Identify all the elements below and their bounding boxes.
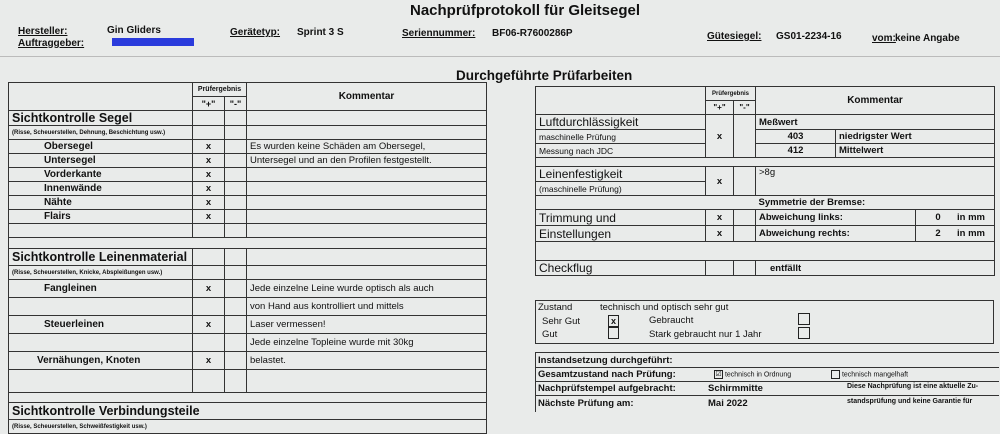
row-label: Nähte: [9, 196, 193, 210]
comment-cell: Jede einzelne Topleine wurde mit 30kg: [247, 334, 487, 352]
hersteller-value: Gin Gliders: [107, 25, 161, 36]
kommentar-header-right: Kommentar: [756, 87, 995, 115]
row-label: Obersegel: [9, 140, 193, 154]
mess1-value: 403: [756, 130, 836, 144]
comment-cell: Untersegel und an den Profilen festgestellt.: [247, 154, 487, 168]
result-cell: x: [193, 196, 225, 210]
pruefergebnis-header-right: Prüfergebnis: [706, 87, 756, 101]
guetesiegel-label: Gütesiegel:: [707, 31, 762, 42]
table-row: [9, 352, 487, 370]
unit-label: in mm: [957, 228, 985, 239]
gebraucht-label: Gebraucht: [649, 315, 694, 326]
luft-title: Luftdurchlässigkeit: [536, 115, 706, 130]
gesamt-box: [535, 352, 999, 412]
leinen-title: Sichtkontrolle Leinenmaterial: [9, 249, 193, 266]
stark-gebraucht-label: Stark gebraucht nur 1 Jahr: [649, 329, 762, 340]
symmetrie-label: Symmetrie der Bremse:: [756, 196, 995, 210]
seriennummer-label: Seriennummer:: [402, 28, 476, 39]
stark-gebraucht-checkbox[interactable]: [798, 327, 810, 339]
abw-rechts-label: Abweichung rechts:: [756, 226, 916, 242]
technisch-mangel-option[interactable]: [831, 370, 908, 379]
sehr-gut-label: Sehr Gut: [542, 316, 581, 327]
row-label: Vorderkante: [9, 168, 193, 182]
luft-sub1: maschinelle Prüfung: [536, 130, 706, 144]
zustand-label: Zustand: [538, 302, 573, 313]
naechste-value: Mai 2022: [708, 398, 748, 409]
comment-cell: [247, 210, 487, 224]
naechste-label: Nächste Prüfung am:: [538, 398, 634, 409]
right-table: [535, 86, 995, 276]
zustand-text: technisch und optisch sehr gut: [600, 302, 729, 313]
section-title: Durchgeführte Prüfarbeiten: [456, 68, 633, 83]
mess2-label: Mittelwert: [836, 144, 995, 158]
mess2-value: 412: [756, 144, 836, 158]
gut-label: Gut: [542, 329, 558, 340]
abw-links-label: Abweichung links:: [756, 210, 916, 226]
table-row: [9, 196, 487, 210]
zustand-box: [535, 300, 994, 344]
technisch-ok-checkbox[interactable]: ☑: [715, 371, 722, 378]
sehr-gut-checkbox[interactable]: x: [608, 315, 619, 327]
trimm-result-1: x: [706, 210, 734, 226]
table-row: [9, 334, 487, 352]
result-cell: x: [193, 140, 225, 154]
row-label: Untersegel: [9, 154, 193, 168]
gesamt-label: Gesamtzustand nach Prüfung:: [538, 369, 676, 380]
technisch-ok-label: technisch in Ordnung: [724, 371, 792, 379]
result-cell: x: [193, 210, 225, 224]
abw-rechts-row: [916, 226, 995, 242]
table-row: [9, 316, 487, 334]
mess1-label: niedrigster Wert: [836, 130, 995, 144]
luft-sub2: Messung nach JDC: [536, 144, 706, 158]
minus-header: "-": [225, 97, 247, 111]
redacted-auftraggeber: [112, 38, 194, 46]
unit-label: in mm: [957, 212, 985, 223]
gut-checkbox[interactable]: [608, 327, 619, 339]
plus-header-right: "+": [706, 101, 734, 115]
table-row: [9, 182, 487, 196]
comment-cell: belastet.: [247, 352, 487, 370]
comment-cell: von Hand aus kontrolliert und mittels: [247, 298, 487, 316]
comment-cell: Es wurden keine Schäden am Obersegel,: [247, 140, 487, 154]
result-cell: x: [193, 280, 225, 298]
instand-label: Instandsetzung durchgeführt:: [538, 355, 673, 366]
result-cell: x: [193, 316, 225, 334]
technisch-ok-option[interactable]: [714, 370, 791, 379]
verbindung-subtitle: (Risse, Scheuerstellen, Schweißfestigkeit usw.): [9, 420, 487, 434]
leinenfest-subtitle: (maschinelle Prüfung): [536, 182, 706, 196]
checkflug-comment: entfällt: [756, 261, 995, 276]
trimm-title-2: Einstellungen: [536, 226, 706, 242]
luft-result: x: [706, 115, 734, 158]
row-label: Flairs: [9, 210, 193, 224]
pruefergebnis-header: Prüfergebnis: [193, 83, 247, 97]
vom-value: keine Angabe: [895, 33, 960, 44]
comment-cell: Laser vermessen!: [247, 316, 487, 334]
minus-header-right: "-": [734, 101, 756, 115]
table-row: [9, 168, 487, 182]
leinenfest-title: Leinenfestigkeit: [536, 167, 706, 182]
verbindung-title: Sichtkontrolle Verbindungsteile: [9, 403, 487, 420]
technisch-mangel-label: technisch mangelhaft: [841, 371, 909, 379]
row-label: Fangleinen: [9, 280, 193, 298]
geraetetyp-label: Gerätetyp:: [230, 27, 281, 38]
abw-links-value: 0: [935, 212, 941, 223]
table-row: [9, 140, 487, 154]
result-cell: x: [193, 182, 225, 196]
leinenfest-comment: >8g: [756, 167, 995, 196]
kommentar-header: Kommentar: [247, 83, 487, 111]
table-row: [9, 210, 487, 224]
result-cell: [193, 334, 225, 352]
result-cell: [193, 298, 225, 316]
page-title: Nachprüfprotokoll für Gleitsegel: [410, 2, 641, 19]
leinen-subtitle: (Risse, Scheuerstellen, Knicke, Abspleißungen usw.): [9, 266, 193, 280]
checkflug-title: Checkflug: [536, 261, 706, 276]
left-table: [8, 82, 487, 434]
leinenfest-result: x: [706, 167, 734, 196]
seriennummer-value: BF06-R7600286P: [492, 28, 573, 39]
table-row: [9, 280, 487, 298]
guetesiegel-value: GS01-2234-16: [776, 31, 842, 42]
abw-links-row: [916, 210, 995, 226]
plus-header: "+": [193, 97, 225, 111]
gebraucht-checkbox[interactable]: [798, 313, 810, 325]
auftraggeber-label: Auftraggeber:: [18, 38, 85, 49]
table-row: [9, 298, 487, 316]
row-label: Innenwände: [9, 182, 193, 196]
result-cell: x: [193, 168, 225, 182]
messwert-label: Meßwert: [756, 115, 995, 130]
comment-cell: [247, 196, 487, 210]
row-label: [9, 334, 193, 352]
result-cell: x: [193, 352, 225, 370]
abw-rechts-value: 2: [935, 228, 941, 239]
segel-subtitle: (Risse, Scheuerstellen, Dehnung, Beschichtung usw.): [9, 126, 193, 140]
hersteller-label: Hersteller:: [18, 26, 68, 37]
vom-label: vom:: [872, 33, 896, 44]
row-label: Vernähungen, Knoten: [9, 352, 193, 370]
trimm-result-2: x: [706, 226, 734, 242]
header-divider: [0, 56, 1000, 57]
note-line-1: Diese Nachprüfung ist eine aktuelle Zu-: [847, 383, 979, 390]
note-line-2: standsprüfung und keine Garantie für: [847, 398, 973, 405]
comment-cell: Jede einzelne Leine wurde optisch als auch: [247, 280, 487, 298]
comment-cell: [247, 168, 487, 182]
row-label: Steuerleinen: [9, 316, 193, 334]
trimm-title-1: Trimmung und: [536, 210, 706, 226]
result-cell: x: [193, 154, 225, 168]
stempel-label: Nachprüfstempel aufgebracht:: [538, 383, 676, 394]
stempel-value: Schirmmitte: [708, 383, 763, 394]
technisch-mangel-checkbox[interactable]: [831, 370, 840, 379]
geraetetyp-value: Sprint 3 S: [297, 27, 344, 38]
segel-title: Sichtkontrolle Segel: [9, 111, 193, 126]
comment-cell: [247, 182, 487, 196]
row-label: [9, 298, 193, 316]
table-row: [9, 154, 487, 168]
